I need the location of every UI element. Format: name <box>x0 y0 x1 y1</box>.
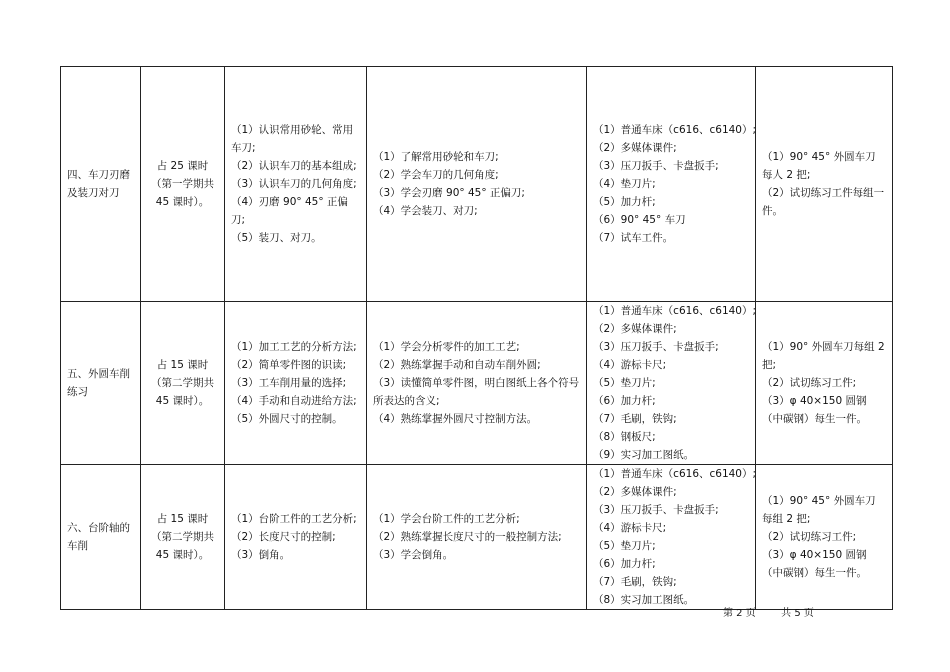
knowledge-item: （5）外圆尺寸的控制。 <box>231 413 343 425</box>
topic-text: 五、外圆车削练习 <box>67 368 130 398</box>
tool-item: （3）φ 40×150 圆钢（中碳钢）每生一件。 <box>762 395 867 425</box>
equipment-item: （3）压刀扳手、卡盘扳手; <box>593 341 719 353</box>
hours-cell <box>141 465 225 610</box>
equipment-item: （4）游标卡尺; <box>593 522 667 534</box>
knowledge-item: （2）简单零件图的识读; <box>231 359 347 371</box>
skill-item: （3）读懂简单零件图，明白图纸上各个符号所表达的含义; <box>373 377 580 407</box>
knowledge-item: （1）加工工艺的分析方法; <box>231 341 357 353</box>
hours-line: 占 25 课时 <box>156 160 209 172</box>
hours-line: 占 15 课时 <box>156 359 209 371</box>
equipment-item: （8）实习加工图纸。 <box>593 594 695 606</box>
knowledge-cell <box>225 67 367 302</box>
skill-item: （1）学会分析零件的加工工艺; <box>373 341 520 353</box>
tool-item: （1）90° 45° 外圆车刀每人 2 把; <box>762 151 876 181</box>
equipment-item: （7）毛刷，铁钩; <box>593 413 677 425</box>
equipment-item: （5）垫刀片; <box>593 377 656 389</box>
equipment-cell <box>587 67 756 302</box>
table-row <box>61 465 893 610</box>
skills-cell <box>367 302 587 465</box>
topic-text: 四、车刀刃磨及装刀对刀 <box>67 169 130 199</box>
knowledge-item: （4）手动和自动进给方法; <box>231 395 357 407</box>
topic-text: 六、台阶轴的车削 <box>67 522 130 552</box>
hours-line: 45 课时）。 <box>155 549 210 561</box>
knowledge-cell <box>225 302 367 465</box>
hours-line: （第一学期共 <box>151 178 214 190</box>
knowledge-item: （2）长度尺寸的控制; <box>231 531 336 543</box>
hours-line: 45 课时）。 <box>155 395 210 407</box>
equipment-cell <box>587 465 756 610</box>
equipment-item: （1）普通车床（c616、c6140）; <box>593 305 757 317</box>
skill-item: （4）学会装刀、对刀; <box>373 205 478 217</box>
equipment-item: （1）普通车床（c616、c6140）; <box>593 468 757 480</box>
knowledge-cell <box>225 465 367 610</box>
hours-line: （第二学期共 <box>151 377 214 389</box>
table-row <box>61 302 893 465</box>
knowledge-item: （4）刃磨 90° 45° 正偏刀; <box>231 196 348 226</box>
skill-item: （2）熟练掌握长度尺寸的一般控制方法; <box>373 531 562 543</box>
tools-cell <box>756 302 893 465</box>
skill-item: （2）熟练掌握手动和自动车削外圆; <box>373 359 541 371</box>
skill-item: （4）熟练掌握外圆尺寸控制方法。 <box>373 413 538 425</box>
skill-item: （3）学会刃磨 90° 45° 正偏刀; <box>373 187 525 199</box>
knowledge-item: （3）认识车刀的几何角度; <box>231 178 357 190</box>
knowledge-item: （3）倒角。 <box>231 549 291 561</box>
equipment-item: （4）游标卡尺; <box>593 359 667 371</box>
tool-item: （2）试切练习工件每组一件。 <box>762 187 885 217</box>
tool-item: （1）90° 45° 外圆车刀每组 2 把; <box>762 495 876 525</box>
equipment-item: （6）加力杆; <box>593 395 656 407</box>
skill-item: （3）学会倒角。 <box>373 549 454 561</box>
equipment-item: （3）压刀扳手、卡盘扳手; <box>593 504 719 516</box>
topic-cell <box>61 465 141 610</box>
equipment-item: （6）加力杆; <box>593 558 656 570</box>
tool-item: （2）试切练习工件; <box>762 531 857 543</box>
equipment-item: （2）多媒体课件; <box>593 486 677 498</box>
skill-item: （2）学会车刀的几何角度; <box>373 169 499 181</box>
hours-line: （第二学期共 <box>151 531 214 543</box>
knowledge-item: （3）工车削用量的选择; <box>231 377 347 389</box>
equipment-item: （1）普通车床（c616、c6140）; <box>593 124 757 136</box>
skill-item: （1）学会台阶工件的工艺分析; <box>373 513 520 525</box>
tools-cell <box>756 67 893 302</box>
equipment-item: （7）试车工件。 <box>593 232 674 244</box>
equipment-cell <box>587 302 756 465</box>
equipment-item: （2）多媒体课件; <box>593 142 677 154</box>
skills-cell <box>367 67 587 302</box>
skills-cell <box>367 465 587 610</box>
knowledge-item: （5）装刀、对刀。 <box>231 232 322 244</box>
equipment-item: （7）毛刷，铁钩; <box>593 576 677 588</box>
syllabus-table <box>60 66 893 610</box>
equipment-item: （3）压刀扳手、卡盘扳手; <box>593 160 719 172</box>
equipment-item: （5）垫刀片; <box>593 540 656 552</box>
tools-cell <box>756 465 893 610</box>
hours-cell <box>141 302 225 465</box>
tool-item: （3）φ 40×150 圆钢（中碳钢）每生一件。 <box>762 549 867 579</box>
page-total: 共 5 页 <box>781 608 814 619</box>
topic-cell <box>61 67 141 302</box>
page-number: 第 2 页 <box>723 608 756 619</box>
tool-item: （2）试切练习工件; <box>762 377 857 389</box>
equipment-item: （5）加力杆; <box>593 196 656 208</box>
knowledge-item: （1）认识常用砂轮、常用车刀; <box>231 124 354 154</box>
hours-cell <box>141 67 225 302</box>
hours-line: 45 课时）。 <box>155 196 210 208</box>
page-footer <box>723 604 814 619</box>
knowledge-item: （1）台阶工件的工艺分析; <box>231 513 357 525</box>
topic-cell <box>61 302 141 465</box>
equipment-item: （9）实习加工图纸。 <box>593 449 695 461</box>
knowledge-item: （2）认识车刀的基本组成; <box>231 160 357 172</box>
equipment-item: （8）钢板尺; <box>593 431 656 443</box>
equipment-item: （6）90° 45° 车刀 <box>593 214 686 226</box>
hours-line: 占 15 课时 <box>156 513 209 525</box>
tool-item: （1）90° 外圆车刀每组 2 把; <box>762 341 885 371</box>
equipment-item: （4）垫刀片; <box>593 178 656 190</box>
equipment-item: （2）多媒体课件; <box>593 323 677 335</box>
table-row <box>61 67 893 302</box>
skill-item: （1）了解常用砂轮和车刀; <box>373 151 499 163</box>
